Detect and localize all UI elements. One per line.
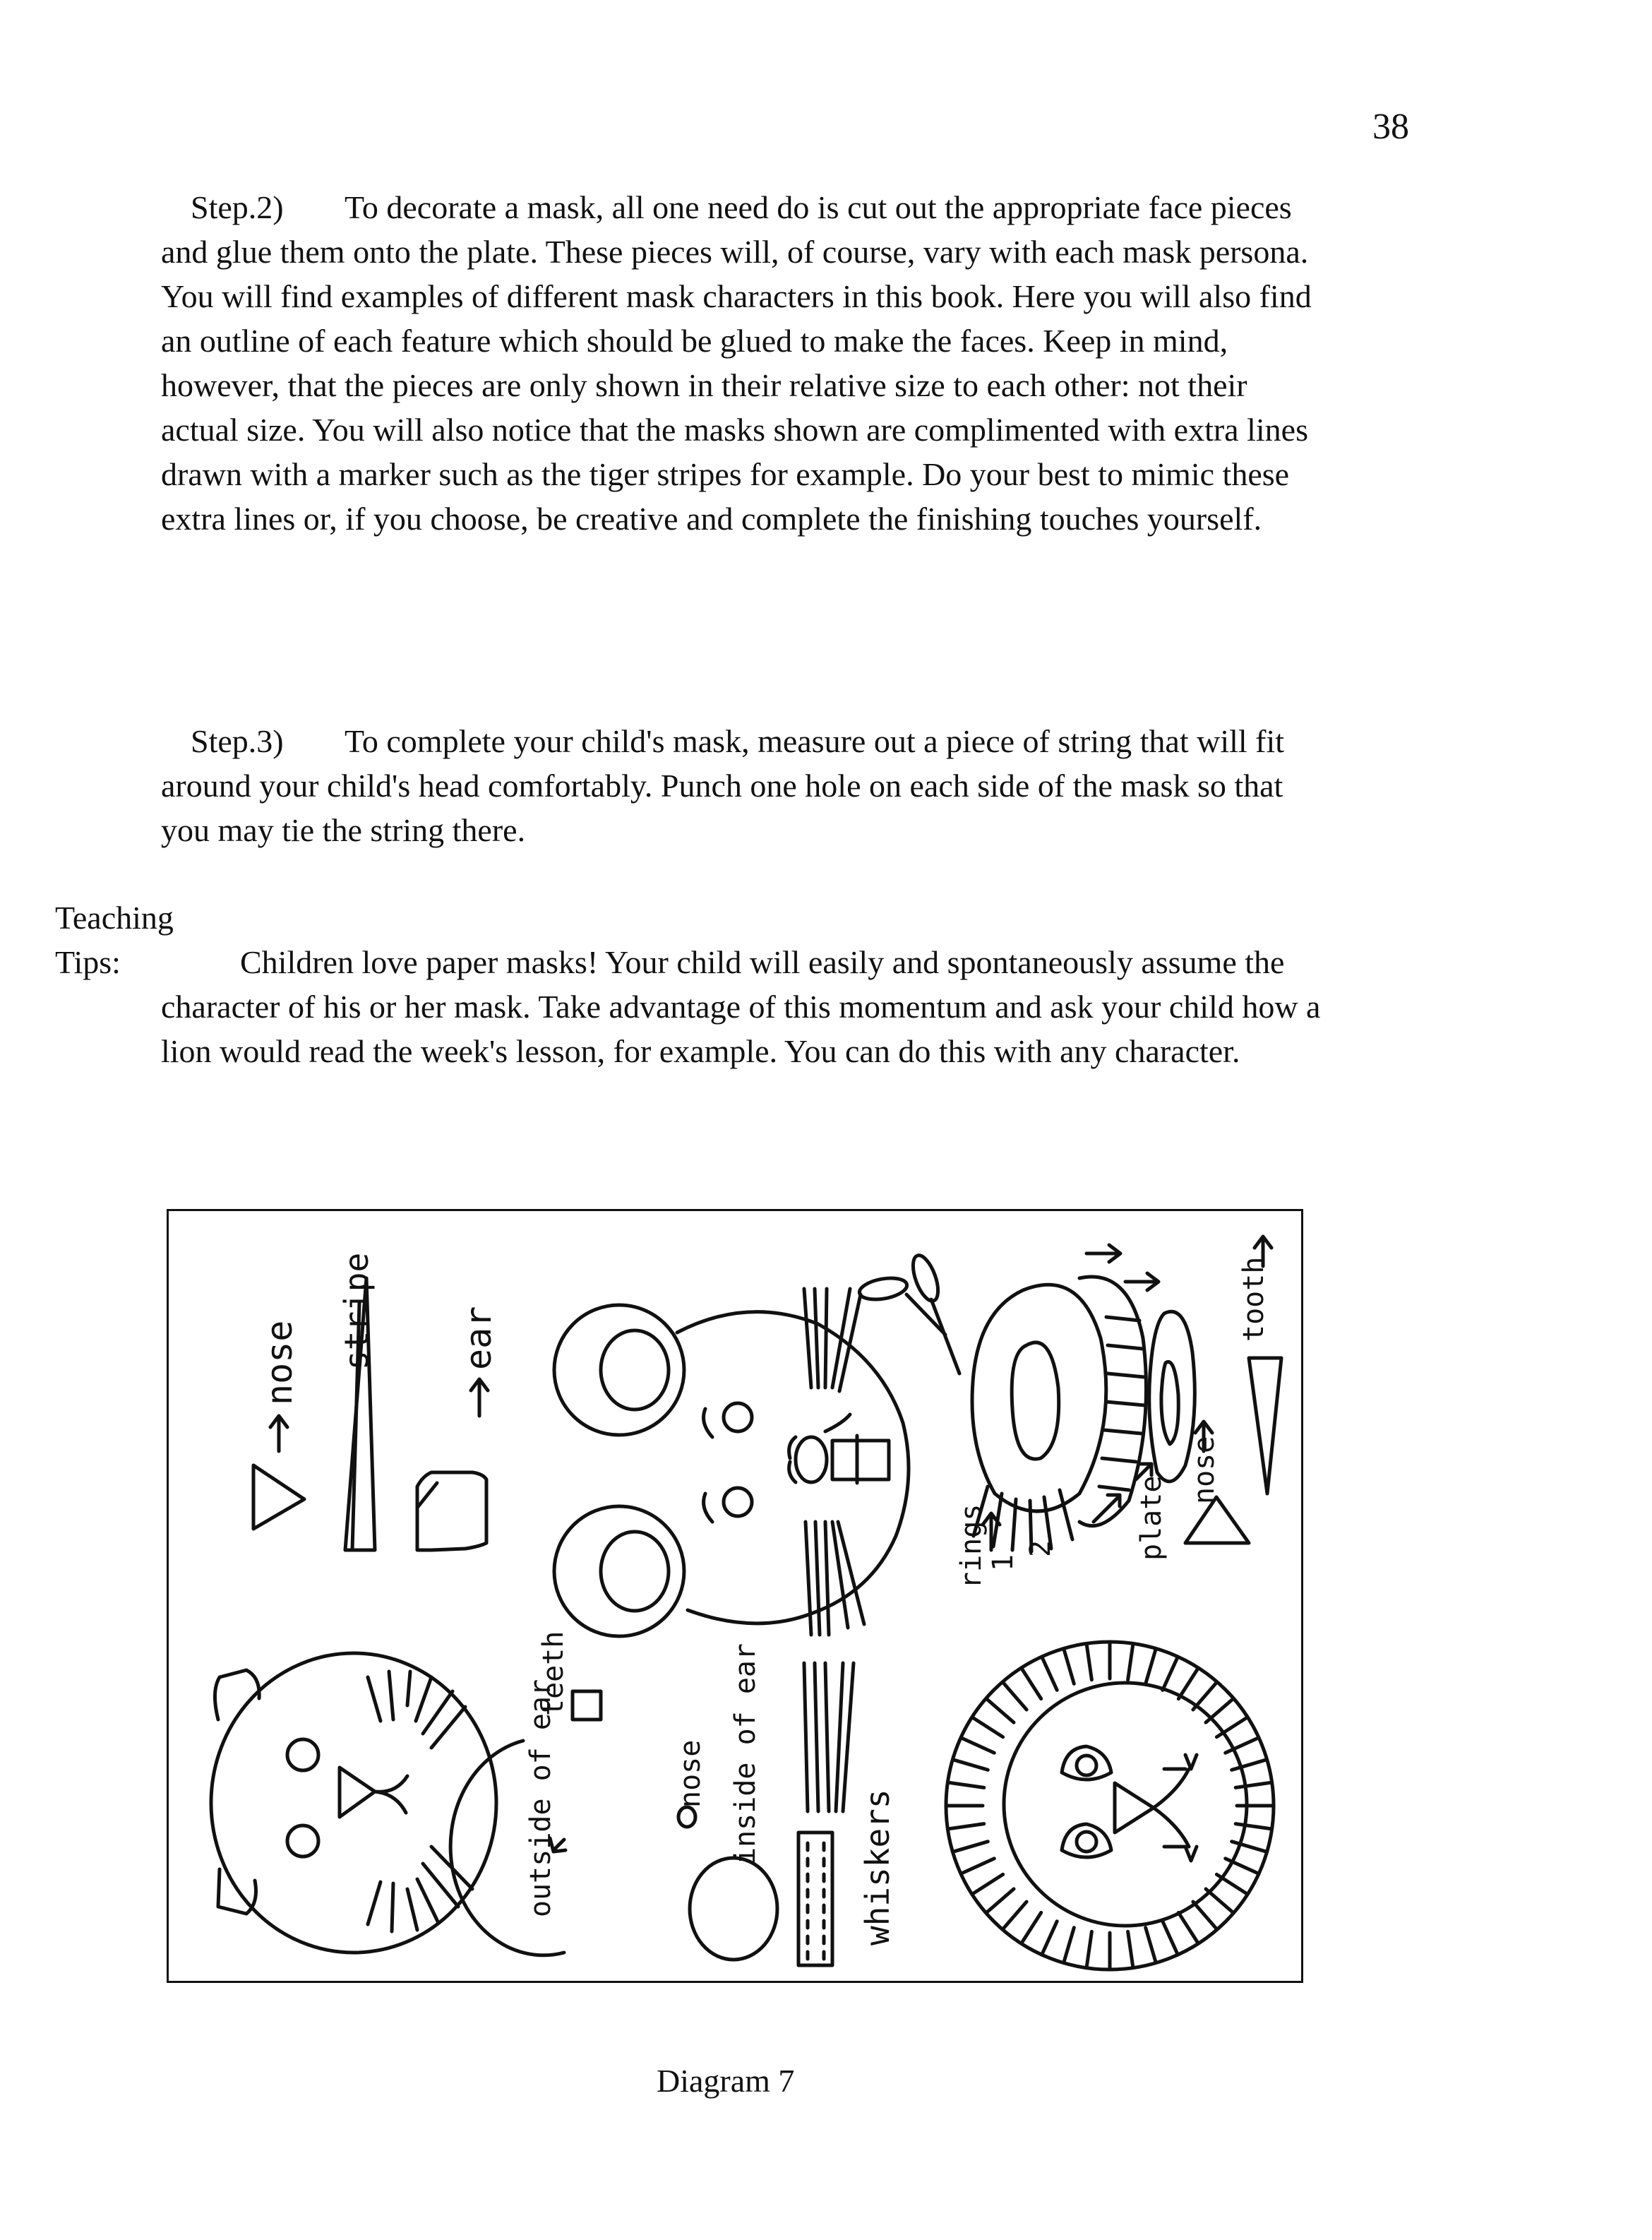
ring-1-piece [972, 1285, 1106, 1511]
step2-label: Step.2) [191, 189, 284, 225]
mane-strip [1193, 1683, 1216, 1710]
ring-1-number: 1 [987, 1554, 1019, 1571]
mane-strip [954, 1760, 988, 1770]
mane-strip [1087, 1931, 1091, 1967]
mane-strip [1128, 1931, 1133, 1967]
mane-strip [1193, 1902, 1216, 1929]
mane-strip [987, 1699, 1014, 1722]
mane-strip [1206, 1889, 1233, 1912]
page-number: 38 [1372, 107, 1409, 147]
mane-strip [1206, 1699, 1233, 1722]
mane-strip [1163, 1922, 1178, 1954]
mane-strip [1003, 1902, 1026, 1929]
mane-strip [1146, 1928, 1156, 1962]
mouse-tooth [832, 1441, 889, 1479]
whiskers-label: whiskers [858, 1789, 897, 1946]
mouse-eye-top [724, 1403, 752, 1431]
lion-mane-outer [946, 1642, 1274, 1970]
mane-strip [1235, 1824, 1271, 1829]
tooth-label: tooth [1238, 1256, 1270, 1342]
tiger-eye-top [287, 1739, 318, 1770]
lion-mane-fringe [947, 1643, 1272, 1968]
mane-strip [1216, 1874, 1246, 1893]
tiger-face [211, 1653, 496, 1953]
mouse-face [554, 1289, 909, 1636]
ear-piece [417, 1472, 486, 1550]
mouse-nose-label: nose [674, 1739, 707, 1808]
tiger-face-outline [211, 1653, 496, 1953]
rings-label: rings [955, 1503, 988, 1589]
teaching-tips-text: Children love paper masks! Your child will easily and spontaneously assume the character of his or her mask. Take advantage of this momentum and ask your child how a lion would read the week's lesson, for example. You can do this with any character. [161, 944, 1321, 1069]
mane-strip [1043, 1658, 1058, 1691]
mane-strip [974, 1874, 1003, 1893]
mane-strip [1022, 1912, 1041, 1942]
mouse-ear-bottom [554, 1506, 684, 1636]
mane-strip [987, 1889, 1014, 1912]
teaching-tips-paragraph [161, 940, 1347, 1073]
teaching-tips-label-line1: Teaching [55, 900, 174, 936]
mouse-whiskers-top [804, 1289, 861, 1391]
mouse-tooth-piece [798, 1833, 832, 1965]
mane-strip [1128, 1645, 1133, 1680]
mouse-nose-piece [678, 1807, 695, 1827]
lion-pieces [858, 1237, 1281, 1589]
lion-nose-label: nose [1188, 1436, 1221, 1504]
tooth-piece [1249, 1358, 1281, 1494]
step2-paragraph [161, 185, 1319, 541]
tiger-nose-arrow [270, 1416, 287, 1451]
step3-paragraph [161, 719, 1319, 852]
mane-strip [962, 1739, 995, 1753]
step3-text: To complete your child's mask, measure out a piece of string that will fit around your child's head comfortably. Punch one hole on each side of the mask so that you may tie the string there. [161, 723, 1285, 848]
outside-of-ear-arrow [550, 1838, 565, 1852]
ring-2-number: 2 [1024, 1539, 1057, 1557]
diagram-7-frame [167, 1209, 1303, 1983]
mane-strip [974, 1718, 1003, 1737]
mouse-eye-bottom [724, 1488, 752, 1516]
ear-label: ear [458, 1306, 499, 1370]
tiger-nose-label: nose [259, 1320, 300, 1405]
mane-strip [954, 1842, 988, 1852]
inside-of-ear-label: inside of ear [729, 1643, 762, 1864]
mane-strip [962, 1859, 995, 1873]
lion-face-nose [1115, 1783, 1154, 1833]
tiger-pieces [253, 1253, 499, 1550]
inside-of-ear-piece [690, 1858, 777, 1960]
mouse-whiskers-bottom [806, 1522, 864, 1635]
mane-strip [1163, 1658, 1178, 1691]
mouse-ear-top-inner [601, 1330, 669, 1410]
mask-pieces-diagram [169, 1211, 1301, 1981]
mane-strip [1064, 1928, 1074, 1962]
mane-strip [1064, 1650, 1074, 1684]
mouse-head-outline [677, 1312, 909, 1624]
mane-strip [949, 1782, 984, 1787]
teaching-tips-label-line2: Tips: [55, 944, 121, 980]
mane-strip [1232, 1760, 1266, 1770]
mane-strip [1146, 1650, 1156, 1684]
mane-strip [1087, 1645, 1091, 1680]
mane-strip [1003, 1683, 1026, 1710]
tiger-eye-bottom [287, 1825, 318, 1857]
step3-label: Step.3) [191, 723, 284, 759]
mane-strip [1043, 1922, 1058, 1954]
teeth-piece [573, 1691, 601, 1720]
mane-strip [1178, 1912, 1197, 1942]
mouse-ear-bottom-inner [601, 1532, 669, 1611]
lion-face [946, 1642, 1274, 1970]
tiger-nose-piece [253, 1465, 304, 1529]
ring-1-inner [1012, 1342, 1059, 1459]
mane-strip [949, 1824, 984, 1829]
mane-strip [1022, 1669, 1041, 1699]
lion-mouth [1154, 1769, 1189, 1847]
tiger-face-nose [340, 1768, 375, 1817]
step2-text: To decorate a mask, all one need do is cut out the appropriate face pieces and glue them onto the plate. These pieces will, of course, vary with each mask persona. You will find examples of different mask characters in this book. Here you will also find an outline of each feature which should be glued to make the faces. Keep in mind, however, that the pieces are only shown in their relative size to each other: not their actual size. You will also notice that the masks shown are complimented with extra lines drawn with a marker such as the tiger stripes for example. Do your best to mimic these extra lines or, if you choose, be creative and complete the finishing touches yourself. [161, 189, 1312, 537]
whisker-pieces [804, 1663, 854, 1811]
tiger-ear-arrow [471, 1379, 488, 1416]
mouse-face-nose [796, 1437, 827, 1482]
scissors-icon [858, 1252, 959, 1374]
mouse-ear-top [554, 1305, 684, 1435]
outside-of-ear-label: outside of ear [525, 1679, 557, 1917]
diagram-caption: Diagram 7 [657, 2063, 795, 2099]
tiger-mouth [375, 1776, 407, 1813]
teeth-label: teeth [537, 1631, 570, 1716]
mane-strip [1178, 1669, 1197, 1699]
stripe-label: stripe [337, 1252, 376, 1370]
mouse-pieces [450, 1631, 897, 1965]
tiger-stripes-top [368, 1672, 465, 1748]
mane-strip [1235, 1782, 1271, 1787]
plate-label: plate [1135, 1475, 1168, 1561]
